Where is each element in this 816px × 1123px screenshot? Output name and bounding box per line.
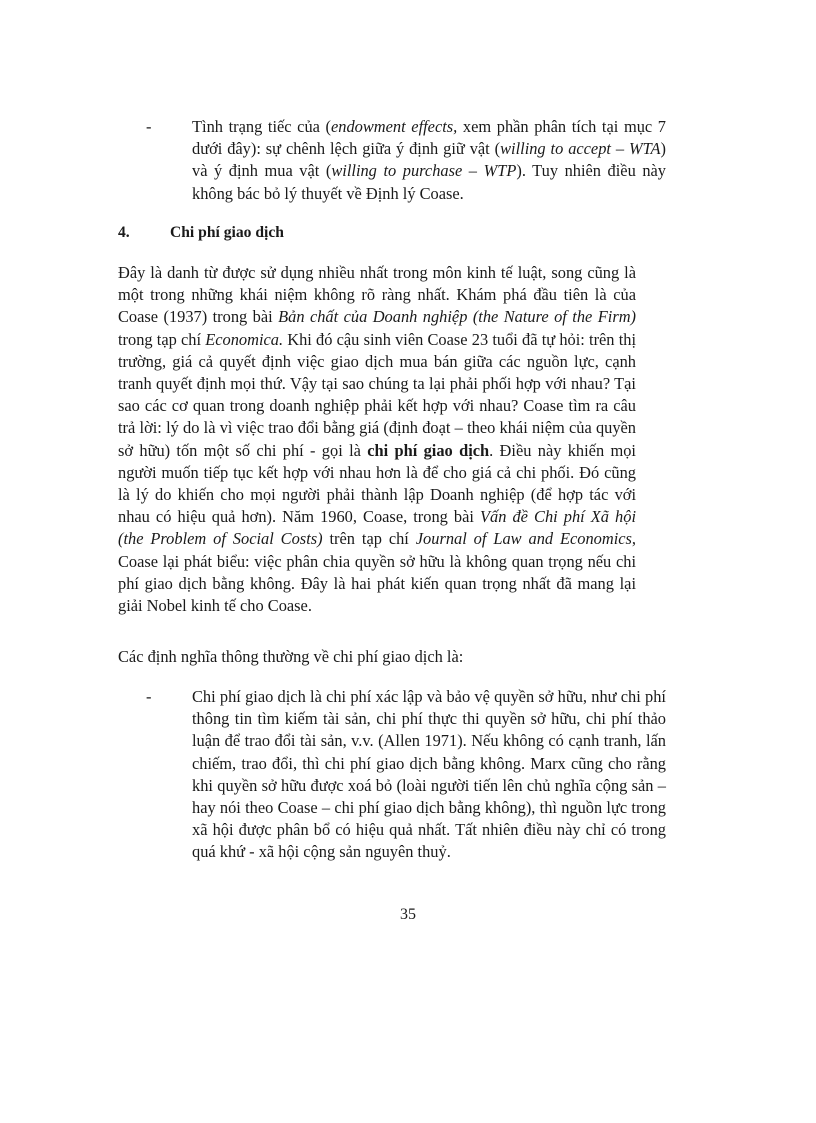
paragraph-definitions-intro: Các định nghĩa thông thường về chi phí giao dịch là: [118, 647, 464, 666]
bullet-dash: - [146, 117, 152, 136]
bullet-dash: - [146, 687, 152, 706]
italic-journal: Journal of Law and Economics [415, 529, 632, 549]
italic-journal: Economica. [205, 329, 284, 349]
section-heading [118, 222, 284, 244]
italic-term: willing to purchase – WTP [331, 161, 517, 181]
text-run: trong tạp chí [118, 329, 206, 349]
section-number: 4. [118, 224, 130, 241]
page-number: 35 [400, 906, 416, 923]
bullet-paragraph: Chi phí giao dịch là chi phí xác lập và bảo vệ quyền sở hữu, như chi phí thông tin tìm kiếm tài sản, chi phí thực thi quyền sở hữu, chi phí thảo luận để trao đổi tài sản, v.v. (Allen 1971). Nếu không có cạnh tranh, lấn chiếm, trao đổi, thì chi phí giao dịch bằng không. Marx cũng cho rằng khi quyền sở hữu được xoá bỏ (loài người tiến lên chủ nghĩa cộng sản – hay nói theo Coase – chi phí giao dịch bằng không), thì nguồn lực trong xã hội được phân bổ có hiệu quả nhất. Tất nhiên điều này chỉ có trong quá khứ - xã hội cộng sản nguyên thuỷ. [192, 687, 666, 862]
text-run: ) và ý định mua vật ( [192, 139, 666, 181]
text-run: ). Tuy nhiên điều này không bác bỏ lý thuyết về Định lý Coase. [192, 161, 667, 203]
section-title: Chi phí giao dịch [170, 224, 284, 241]
text-run: Tình trạng tiếc của ( [192, 117, 332, 136]
bold-term: chi phí giao dịch [367, 440, 490, 460]
paragraph-transaction-costs [118, 262, 636, 617]
italic-term: willing to accept – WTA [500, 139, 661, 159]
text-run: trên tạp chí [322, 529, 416, 549]
italic-title: Vấn đề Chi phí Xã hội (the Problem of Social Costs) [118, 507, 636, 549]
text-run: , Coase lại phát biểu: việc phân chia quyền sở hữu là không quan trọng nếu chi phí giao dịch bằng không. Đây là hai phát kiến quan trọng nhất đã mang lại giải Nobel kinh tế cho Coase. [118, 529, 637, 616]
italic-term: endowment effects, [331, 117, 458, 136]
text-run: xem phần phân tích tại mục 7 dưới đây): sự chênh lệch giữa ý định giữ vật ( [192, 117, 666, 159]
text-run: . Điều này khiến mọi người muốn tiếp tục kết hợp với nhau hơn là để cho giá cả chi phối. Đó cũng là lý do khiến cho mọi người phải thành lập Doanh nghiệp (để hợp tác với nhau có hiệu quả hơn). Năm 1960, Coase, trong bài [118, 440, 636, 527]
text-run: Đây là danh từ được sử dụng nhiều nhất trong môn kinh tế luật, song cũng là một trong những khái niệm không rõ ràng nhất. Khám phá đầu tiên là của Coase (1937) trong bài [118, 263, 636, 327]
bullet-text [192, 686, 666, 864]
text-run: Khi đó cậu sinh viên Coase 23 tuổi đã tự hỏi: trên thị trường, giá cả quyết định việc giao dịch mua bán giữa các nguồn lực, cạnh tranh quyết định mọi thứ. Vậy tại sao chúng ta lại phải phối hợp với nhau? Tại sao các cơ quan trong doanh nghiệp phải kết hợp với nhau? Coase tìm ra câu trả lời: lý do là vì việc trao đổi bằng giá (định đoạt – theo khái niệm của quyền sở hữu) tốn một số chi phí - gọi là [118, 329, 636, 460]
bullet-text [192, 116, 666, 205]
italic-title: Bản chất của Doanh nghiệp (the Nature of the Firm) [278, 307, 636, 327]
